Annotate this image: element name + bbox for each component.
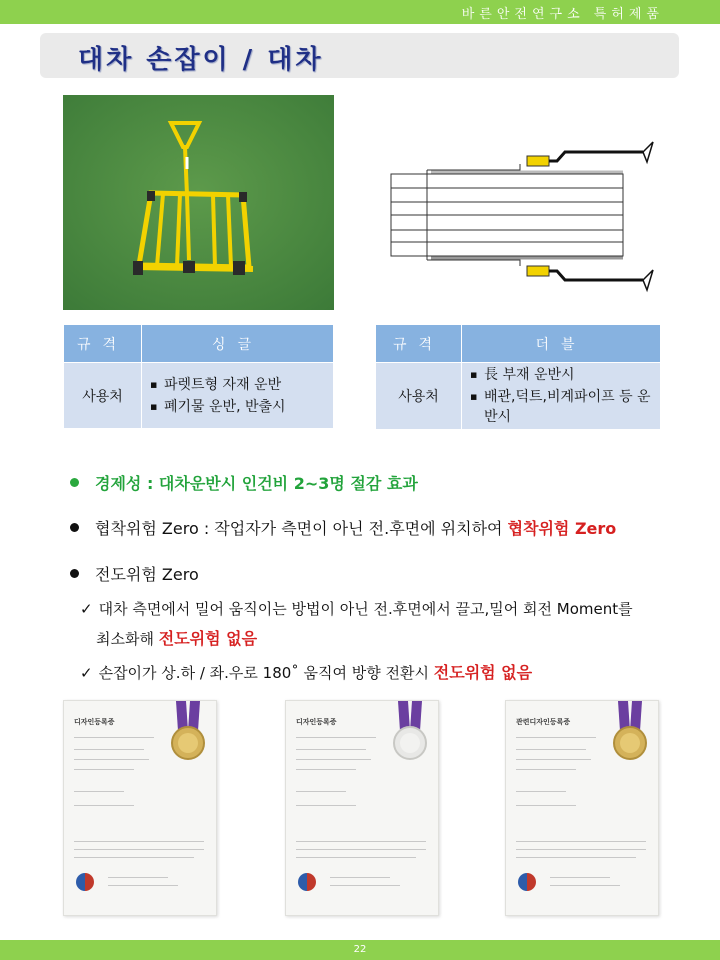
korea-emblem-icon	[298, 873, 316, 891]
spec-table-single	[63, 324, 334, 429]
economy-text: 경제성 : 대차운반시 인건비 2~3명 절감 효과	[95, 474, 418, 493]
bullet-dot-icon	[70, 569, 79, 578]
korea-emblem-icon	[518, 873, 536, 891]
usage-item: ▪ 파렛트형 자재 운반	[148, 375, 333, 395]
cart-photo-illustration	[63, 95, 334, 310]
spec-header-label: 규격	[376, 325, 462, 363]
spec-header-type: 더블	[462, 325, 661, 363]
double-cart-diagram	[385, 130, 665, 300]
page-title: 대차 손잡이 / 대차	[78, 45, 324, 75]
usage-item: ▪ 폐기물 운반, 반출시	[148, 397, 333, 417]
bullet-tip	[70, 562, 199, 585]
korea-emblem-icon	[76, 873, 94, 891]
usage-item: ▪ 長 부재 운반시	[468, 365, 660, 385]
bullet-pinch	[70, 516, 616, 539]
checkmark-icon: ✓	[80, 600, 93, 618]
check-1-text: 대차 측면에서 밀어 움직이는 방법이 아닌 전.후면에서 끌고,밀어 회전 Moment를	[98, 600, 633, 618]
check-item-1-continued	[96, 626, 257, 649]
cart-photo	[63, 95, 334, 310]
bullet-dot-icon	[70, 523, 79, 532]
certificate	[505, 700, 659, 916]
spec-header-type: 싱글	[142, 325, 334, 363]
check-item-2	[80, 660, 532, 683]
usage-label: 사용처	[376, 363, 462, 430]
pinch-emphasis: 협착위험 Zero	[507, 519, 617, 538]
usage-items	[462, 363, 661, 430]
check-1-emphasis: 전도위험 없음	[158, 629, 258, 648]
check-2-text: 손잡이가 상.하 / 좌.우로 180˚ 움직여 방향 전환시	[98, 664, 434, 682]
usage-label: 사용처	[64, 363, 142, 429]
tip-heading: 전도위험 Zero	[95, 565, 199, 584]
check-item-1	[80, 598, 633, 619]
page-number: 22	[353, 944, 367, 955]
certificate-title: 디자인등록증	[74, 718, 115, 726]
medal-icon	[386, 701, 434, 763]
certificate	[63, 700, 217, 916]
bullet-dot-icon	[70, 478, 79, 487]
certificate	[285, 700, 439, 916]
bottom-bar	[0, 940, 720, 960]
check-2-emphasis: 전도위험 없음	[433, 663, 533, 682]
diagram-drawing	[385, 130, 665, 300]
spec-header-label: 규격	[64, 325, 142, 363]
usage-item: ▪ 배관,덕트,비계파이프 등 운반시	[468, 387, 660, 427]
certificate-title: 디자인등록증	[296, 718, 337, 726]
checkmark-icon: ✓	[80, 664, 93, 682]
medal-icon	[606, 701, 654, 763]
check-1-continued-text: 최소화해	[96, 630, 159, 648]
org-label: 바른안전연구소 특허제품	[461, 7, 664, 22]
title-box	[40, 33, 679, 78]
top-bar	[0, 0, 720, 24]
medal-icon	[164, 701, 212, 763]
bullet-economy	[70, 471, 418, 494]
usage-items	[142, 363, 334, 429]
pinch-text: 협착위험 Zero : 작업자가 측면이 아닌 전.후면에 위치하여	[95, 519, 508, 538]
spec-table-double	[375, 324, 661, 430]
certificate-title: 관련디자인등록증	[516, 718, 571, 726]
